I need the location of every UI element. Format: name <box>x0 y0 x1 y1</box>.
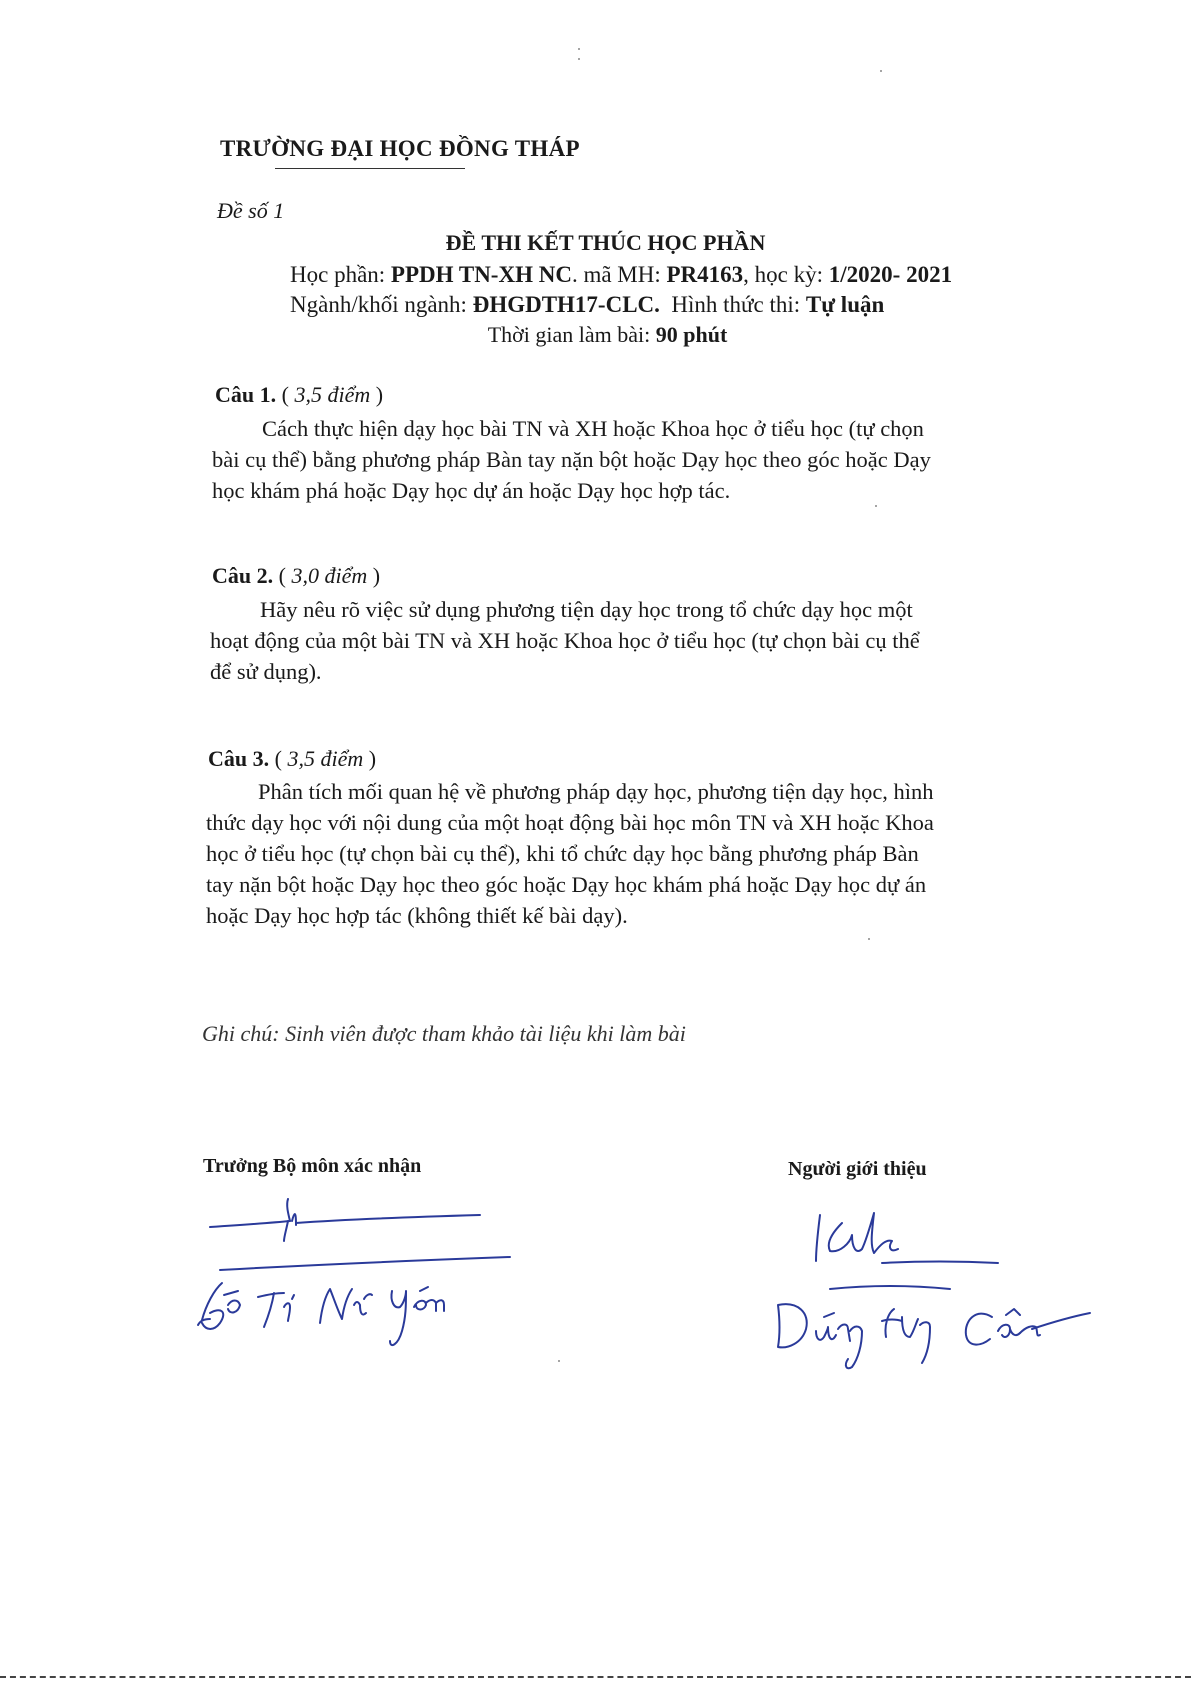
scan-speck <box>875 505 877 507</box>
time-info-line <box>0 322 1191 348</box>
right-signature-label: Người giới thiệu <box>788 1158 927 1180</box>
course-info-line <box>290 262 952 288</box>
scan-speck <box>558 1360 560 1362</box>
scan-speck <box>868 938 870 940</box>
question-label: Câu 3. <box>208 746 270 771</box>
major-info-line <box>290 292 884 318</box>
school-underline <box>275 168 465 169</box>
question-1-header: Câu 1. ( 3,5 điểm ) <box>215 382 384 407</box>
time-label: Thời gian làm bài: <box>487 322 651 347</box>
right-signature-image <box>770 1205 1100 1375</box>
course-code: PR4163 <box>666 262 744 287</box>
question-2-header: Câu 2. ( 3,0 điểm ) <box>212 563 381 588</box>
code-label: . mã MH: <box>571 262 661 287</box>
semester: 1/2020- 2021 <box>828 262 953 287</box>
question-points: 3,0 điểm <box>291 563 368 588</box>
scan-speck <box>880 70 882 72</box>
question-line: hoạt động của một bài TN và XH hoặc Khoa học ở tiểu học (tự chọn bài cụ thể <box>210 628 920 653</box>
question-line: học ở tiểu học (tự chọn bài cụ thể), khi tổ chức dạy học bằng phương pháp Bàn <box>206 841 919 866</box>
exam-form: Tự luận <box>805 292 885 317</box>
question-label: Câu 1. <box>215 382 277 407</box>
exam-number: Đề số 1 <box>217 198 285 223</box>
form-label: Hình thức thi: <box>671 292 801 317</box>
exam-time: 90 phút <box>655 322 728 347</box>
scan-speck <box>578 48 580 50</box>
question-line: bài cụ thể) bằng phương pháp Bàn tay nặn bột hoặc Dạy học theo góc hoặc Dạy <box>212 447 931 472</box>
scan-speck <box>578 58 580 60</box>
question-line: học khám phá hoặc Dạy học dự án hoặc Dạy học hợp tác. <box>212 478 731 503</box>
note: Ghi chú: Sinh viên được tham khảo tài liệu khi làm bài <box>202 1021 686 1046</box>
semester-label: , học kỳ: <box>743 262 824 287</box>
question-line: Cách thực hiện dạy học bài TN và XH hoặc Khoa học ở tiểu học (tự chọn <box>262 416 924 441</box>
question-3-header: Câu 3. ( 3,5 điểm ) <box>208 746 377 771</box>
question-label: Câu 2. <box>212 563 274 588</box>
course-name: PPDH TN-XH NC <box>390 262 572 287</box>
major-label: Ngành/khối ngành: <box>290 292 467 317</box>
school-name: TRƯỜNG ĐẠI HỌC ĐỒNG THÁP <box>220 136 580 161</box>
left-signature-image <box>180 1195 520 1365</box>
question-line: thức dạy học với nội dung của một hoạt động bài học môn TN và XH hoặc Khoa <box>206 810 934 835</box>
question-line: để sử dụng). <box>210 659 322 684</box>
question-line: hoặc Dạy học hợp tác (không thiết kế bài dạy). <box>206 903 628 928</box>
major: ĐHGDTH17-CLC. <box>472 292 660 317</box>
question-line: Hãy nêu rõ việc sử dụng phương tiện dạy học trong tổ chức dạy học một <box>260 597 913 622</box>
question-points: 3,5 điểm <box>294 382 371 407</box>
course-label: Học phần: <box>290 262 386 287</box>
question-line: tay nặn bột hoặc Dạy học theo góc hoặc Dạy học khám phá hoặc Dạy học dự án <box>206 872 927 897</box>
question-line: Phân tích mối quan hệ về phương pháp dạy học, phương tiện dạy học, hình <box>258 779 934 804</box>
exam-title: ĐỀ THI KẾT THÚC HỌC PHẦN <box>445 230 766 255</box>
page-bottom-dashed-border <box>0 1676 1191 1678</box>
question-points: 3,5 điểm <box>287 746 364 771</box>
left-signature-label: Trưởng Bộ môn xác nhận <box>203 1155 422 1177</box>
